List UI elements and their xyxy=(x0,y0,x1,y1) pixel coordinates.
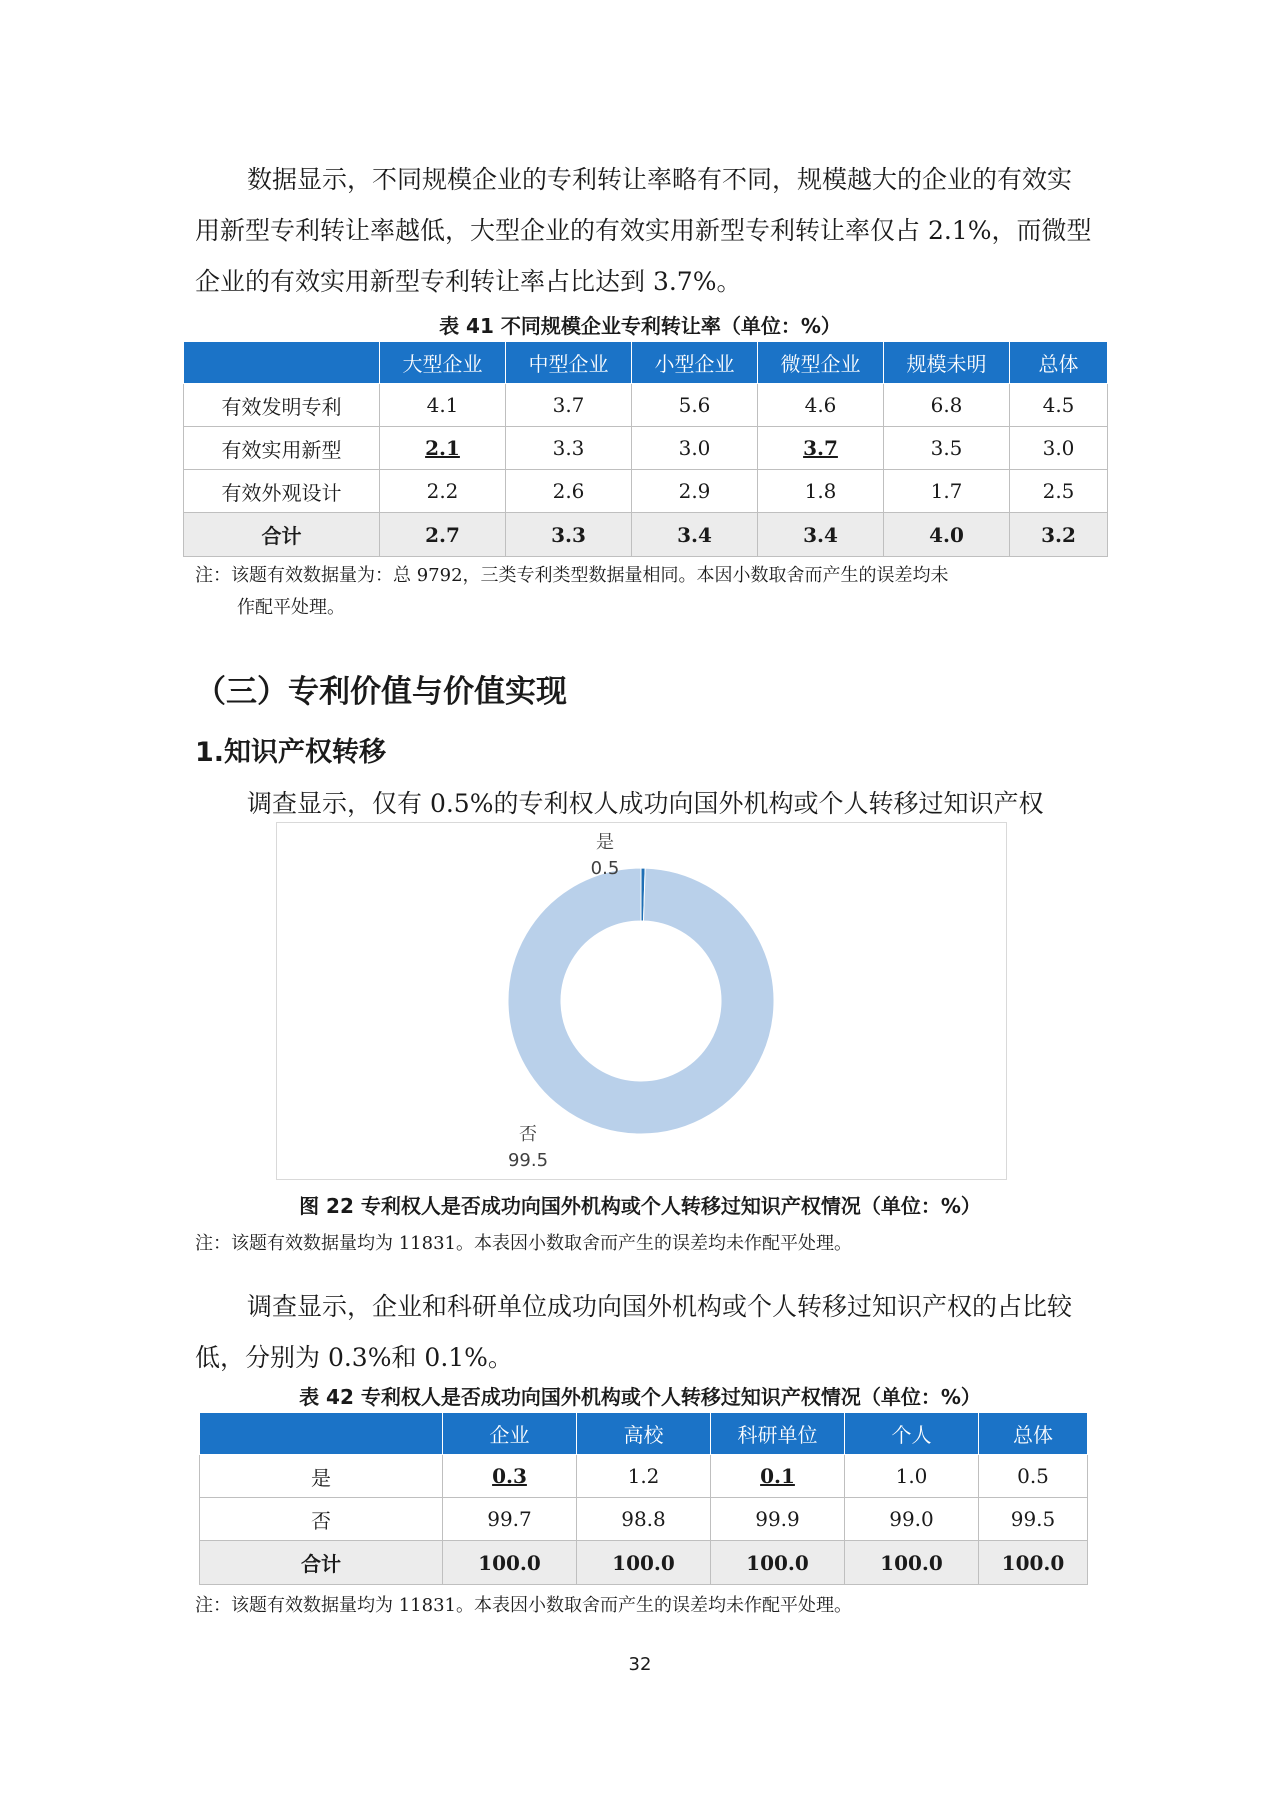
table-cell: 2.6 xyxy=(506,470,632,513)
table-cell: 98.8 xyxy=(577,1498,711,1541)
table-cell: 99.0 xyxy=(845,1498,979,1541)
table-cell: 1.7 xyxy=(884,470,1010,513)
table-row xyxy=(200,1455,1088,1498)
table-cell: 1.2 xyxy=(577,1455,711,1498)
table-cell: 3.3 xyxy=(506,513,632,557)
table-cell: 3.7 xyxy=(506,384,632,427)
table-total-row xyxy=(200,1541,1088,1585)
table42-note: 注：该题有效数据量均为 11831。本表因小数取舍而产生的误差均未作配平处理。 xyxy=(195,1595,852,1616)
table-cell xyxy=(711,1455,845,1498)
table41-header: 微型企业 xyxy=(758,342,884,384)
donut-chart-frame xyxy=(276,822,1007,1180)
table41 xyxy=(183,341,1108,557)
table42-header: 科研单位 xyxy=(711,1413,845,1455)
table41-caption: 表 41 不同规模企业专利转让率（单位：%） xyxy=(439,314,841,338)
table-row xyxy=(184,427,1108,470)
table-row xyxy=(184,470,1108,513)
table41-corner-cell xyxy=(184,342,380,384)
table-cell: 0.5 xyxy=(979,1455,1088,1498)
table-cell: 3.4 xyxy=(632,513,758,557)
table-cell: 3.5 xyxy=(884,427,1010,470)
table41-header: 小型企业 xyxy=(632,342,758,384)
table-total-row xyxy=(184,513,1108,557)
table-cell: 2.9 xyxy=(632,470,758,513)
table-cell xyxy=(758,427,884,470)
table-cell: 3.0 xyxy=(632,427,758,470)
table-cell: 99.9 xyxy=(711,1498,845,1541)
donut-slice-no xyxy=(508,868,774,1134)
table-cell: 1.8 xyxy=(758,470,884,513)
row-label: 有效实用新型 xyxy=(184,427,380,470)
highlight-value: 0.1 xyxy=(760,1464,795,1488)
row-label: 是 xyxy=(200,1455,443,1498)
table-cell: 100.0 xyxy=(577,1541,711,1585)
row-label: 有效外观设计 xyxy=(184,470,380,513)
slice-label-yes: 是 xyxy=(596,832,614,853)
slice-value-yes: 0.5 xyxy=(590,858,620,879)
highlight-value: 2.1 xyxy=(425,436,460,460)
row-label: 合计 xyxy=(200,1541,443,1585)
table-cell: 4.5 xyxy=(1010,384,1108,427)
table-cell: 99.7 xyxy=(443,1498,577,1541)
table42-header: 总体 xyxy=(979,1413,1088,1455)
transfer-paragraph: 调查显示，仅有 0.5%的专利权人成功向国外机构或个人转移过知识产权 xyxy=(247,789,1044,818)
intro-paragraph: 数据显示，不同规模企业的专利转让率略有不同，规模越大的企业的有效实用新型专利转让率越低，大型企业的有效实用新型专利转让率仅占 2.1%，而微型企业的有效实用新型专利转让率占比达到 3.7%。 xyxy=(195,165,1092,296)
table-cell: 5.6 xyxy=(632,384,758,427)
table-cell: 4.0 xyxy=(884,513,1010,557)
table41-header: 大型企业 xyxy=(380,342,506,384)
table41-note xyxy=(195,560,1095,624)
row-label: 合计 xyxy=(184,513,380,557)
table41-note-line1: 注：该题有效数据量为：总 9792，三类专利类型数据量相同。本因小数取舍而产生的误差均未 xyxy=(195,565,949,586)
table41-header: 中型企业 xyxy=(506,342,632,384)
table-cell: 2.5 xyxy=(1010,470,1108,513)
table-cell xyxy=(443,1455,577,1498)
donut-chart xyxy=(277,823,1006,1179)
table41-header: 规模未明 xyxy=(884,342,1010,384)
table41-note-line2: 作配平处理。 xyxy=(237,597,345,618)
page-number: 32 xyxy=(628,1654,652,1675)
table-cell: 3.3 xyxy=(506,427,632,470)
table42-header: 个人 xyxy=(845,1413,979,1455)
table42-header-row xyxy=(200,1413,1088,1455)
table-cell: 99.5 xyxy=(979,1498,1088,1541)
table-row xyxy=(184,384,1108,427)
section-heading: （三）专利价值与价值实现 xyxy=(195,674,567,710)
figure22-caption: 图 22 专利权人是否成功向国外机构或个人转移过知识产权情况（单位：%） xyxy=(299,1194,981,1218)
table41-header-row xyxy=(184,342,1108,384)
table-cell: 3.0 xyxy=(1010,427,1108,470)
table42 xyxy=(199,1412,1088,1585)
row-label: 有效发明专利 xyxy=(184,384,380,427)
subsection-heading: 1.知识产权转移 xyxy=(195,737,387,768)
highlight-value: 3.7 xyxy=(803,436,838,460)
table42-header: 高校 xyxy=(577,1413,711,1455)
table41-header: 总体 xyxy=(1010,342,1108,384)
table42-caption: 表 42 专利权人是否成功向国外机构或个人转移过知识产权情况（单位：%） xyxy=(299,1385,981,1409)
table-cell: 3.4 xyxy=(758,513,884,557)
table-cell: 6.8 xyxy=(884,384,1010,427)
table-cell: 4.1 xyxy=(380,384,506,427)
org-transfer-paragraph: 调查显示，企业和科研单位成功向国外机构或个人转移过知识产权的占比较低，分别为 0.3%和 0.1%。 xyxy=(195,1292,1073,1372)
row-label: 否 xyxy=(200,1498,443,1541)
slice-value-no: 99.5 xyxy=(507,1150,549,1171)
table42-corner-cell xyxy=(200,1413,443,1455)
table-row xyxy=(200,1498,1088,1541)
table-cell: 100.0 xyxy=(845,1541,979,1585)
highlight-value: 0.3 xyxy=(492,1464,527,1488)
table-cell: 1.0 xyxy=(845,1455,979,1498)
table-cell: 2.2 xyxy=(380,470,506,513)
table-cell: 2.7 xyxy=(380,513,506,557)
table-cell: 100.0 xyxy=(979,1541,1088,1585)
table-cell: 3.2 xyxy=(1010,513,1108,557)
slice-label-no: 否 xyxy=(519,1124,537,1145)
table-cell: 4.6 xyxy=(758,384,884,427)
table-cell: 100.0 xyxy=(711,1541,845,1585)
table-cell xyxy=(380,427,506,470)
table42-header: 企业 xyxy=(443,1413,577,1455)
figure22-note: 注：该题有效数据量均为 11831。本表因小数取舍而产生的误差均未作配平处理。 xyxy=(195,1233,852,1254)
table-cell: 100.0 xyxy=(443,1541,577,1585)
